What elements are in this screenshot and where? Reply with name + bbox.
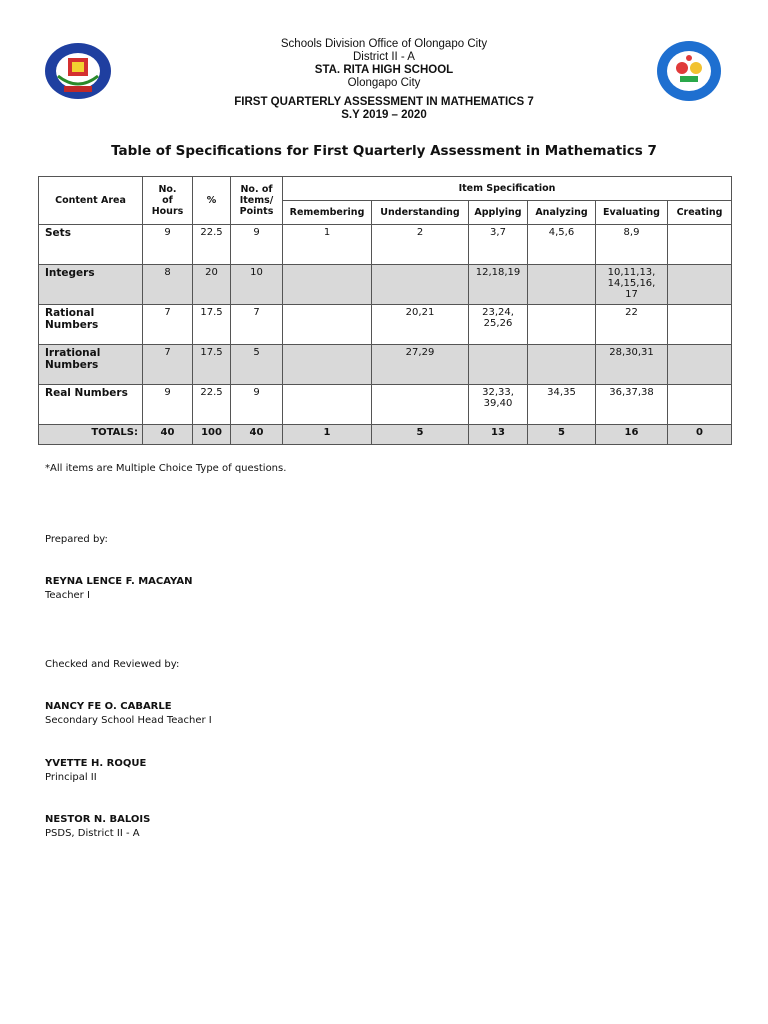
school-name: STA. RITA HIGH SCHOOL (314, 64, 454, 76)
reviewer-name: YVETTE H. ROQUE (45, 758, 147, 769)
content-area-cell: Rational Numbers (39, 305, 143, 345)
remembering-cell (283, 345, 372, 385)
analyzing-cell: 34,35 (528, 385, 596, 425)
analyzing-cell (528, 305, 596, 345)
remembering-cell (283, 265, 372, 305)
header-items: No. of Items/ Points (231, 177, 283, 225)
content-area-cell: Irrational Numbers (39, 345, 143, 385)
creating-cell (668, 385, 732, 425)
hours-cell: 7 (143, 345, 193, 385)
evaluating-cell: 36,37,38 (596, 385, 668, 425)
analyzing-cell: 4,5,6 (528, 225, 596, 265)
assessment-title: FIRST QUARTERLY ASSESSMENT IN MATHEMATICS 7 (234, 96, 534, 108)
percent-cell: 17.5 (193, 305, 231, 345)
totals-percent: 100 (193, 425, 231, 445)
content-area-cell: Real Numbers (39, 385, 143, 425)
evaluating-cell: 22 (596, 305, 668, 345)
evaluating-cell: 8,9 (596, 225, 668, 265)
reviewer-name: NANCY FE O. CABARLE (45, 701, 172, 712)
applying-cell: 3,7 (469, 225, 528, 265)
evaluating-cell: 10,11,13, 14,15,16, 17 (596, 265, 668, 305)
remembering-cell (283, 385, 372, 425)
applying-cell (469, 345, 528, 385)
reviewer-block (45, 757, 146, 785)
understanding-cell: 2 (372, 225, 469, 265)
prepared-label: Prepared by: (45, 534, 108, 545)
header-remembering: Remembering (283, 201, 372, 225)
hours-cell: 8 (143, 265, 193, 305)
table-row (39, 345, 732, 385)
understanding-cell: 20,21 (372, 305, 469, 345)
percent-cell: 22.5 (193, 225, 231, 265)
school-year: S.Y 2019 – 2020 (341, 109, 427, 121)
creating-cell (668, 225, 732, 265)
totals-analyzing: 5 (528, 425, 596, 445)
totals-hours: 40 (143, 425, 193, 445)
hours-cell: 9 (143, 225, 193, 265)
totals-creating: 0 (668, 425, 732, 445)
analyzing-cell (528, 345, 596, 385)
remembering-cell (283, 305, 372, 345)
table-row (39, 225, 732, 265)
reviewer-title: Principal II (45, 772, 97, 783)
header-item-specification: Item Specification (283, 177, 732, 201)
creating-cell (668, 265, 732, 305)
applying-cell: 23,24, 25,26 (469, 305, 528, 345)
percent-cell: 20 (193, 265, 231, 305)
preparer-title: Teacher I (45, 590, 90, 601)
totals-applying: 13 (469, 425, 528, 445)
header-hours: No. of Hours (143, 177, 193, 225)
items-cell: 7 (231, 305, 283, 345)
totals-understanding: 5 (372, 425, 469, 445)
city-name: Olongapo City (347, 77, 421, 89)
document-header (0, 38, 768, 122)
creating-cell (668, 345, 732, 385)
content-area-cell: Sets (39, 225, 143, 265)
table-row (39, 265, 732, 305)
analyzing-cell (528, 265, 596, 305)
items-cell: 9 (231, 225, 283, 265)
reviewer-block (45, 700, 212, 728)
hours-cell: 7 (143, 305, 193, 345)
header-evaluating: Evaluating (596, 201, 668, 225)
applying-cell: 12,18,19 (469, 265, 528, 305)
totals-row (39, 425, 732, 445)
reviewer-title: PSDS, District II - A (45, 828, 140, 839)
checked-label: Checked and Reviewed by: (45, 659, 180, 670)
header-analyzing: Analyzing (528, 201, 596, 225)
header-percent: % (193, 177, 231, 225)
creating-cell (668, 305, 732, 345)
hours-cell: 9 (143, 385, 193, 425)
header-applying: Applying (469, 201, 528, 225)
header-content-area: Content Area (39, 177, 143, 225)
applying-cell: 32,33, 39,40 (469, 385, 528, 425)
remembering-cell: 1 (283, 225, 372, 265)
specification-table (38, 176, 732, 445)
preparer-block (45, 575, 192, 603)
totals-evaluating: 16 (596, 425, 668, 445)
totals-items: 40 (231, 425, 283, 445)
office-name: Schools Division Office of Olongapo City (280, 38, 488, 50)
table-row (39, 305, 732, 345)
items-cell: 10 (231, 265, 283, 305)
totals-remembering: 1 (283, 425, 372, 445)
percent-cell: 17.5 (193, 345, 231, 385)
header-creating: Creating (668, 201, 732, 225)
content-area-cell: Integers (39, 265, 143, 305)
reviewer-title: Secondary School Head Teacher I (45, 715, 212, 726)
totals-label: TOTALS: (39, 425, 143, 445)
district-name: District II - A (353, 51, 415, 63)
table-row (39, 385, 732, 425)
preparer-name: REYNA LENCE F. MACAYAN (45, 576, 193, 587)
items-cell: 5 (231, 345, 283, 385)
understanding-cell (372, 385, 469, 425)
reviewer-block (45, 813, 150, 841)
percent-cell: 22.5 (193, 385, 231, 425)
header-understanding: Understanding (372, 201, 469, 225)
reviewer-name: NESTOR N. BALOIS (45, 814, 151, 825)
understanding-cell: 27,29 (372, 345, 469, 385)
tos-title: Table of Specifications for First Quarterly Assessment in Mathematics 7 (111, 143, 657, 159)
understanding-cell (372, 265, 469, 305)
items-cell: 9 (231, 385, 283, 425)
evaluating-cell: 28,30,31 (596, 345, 668, 385)
note-text: *All items are Multiple Choice Type of questions. (45, 463, 287, 474)
